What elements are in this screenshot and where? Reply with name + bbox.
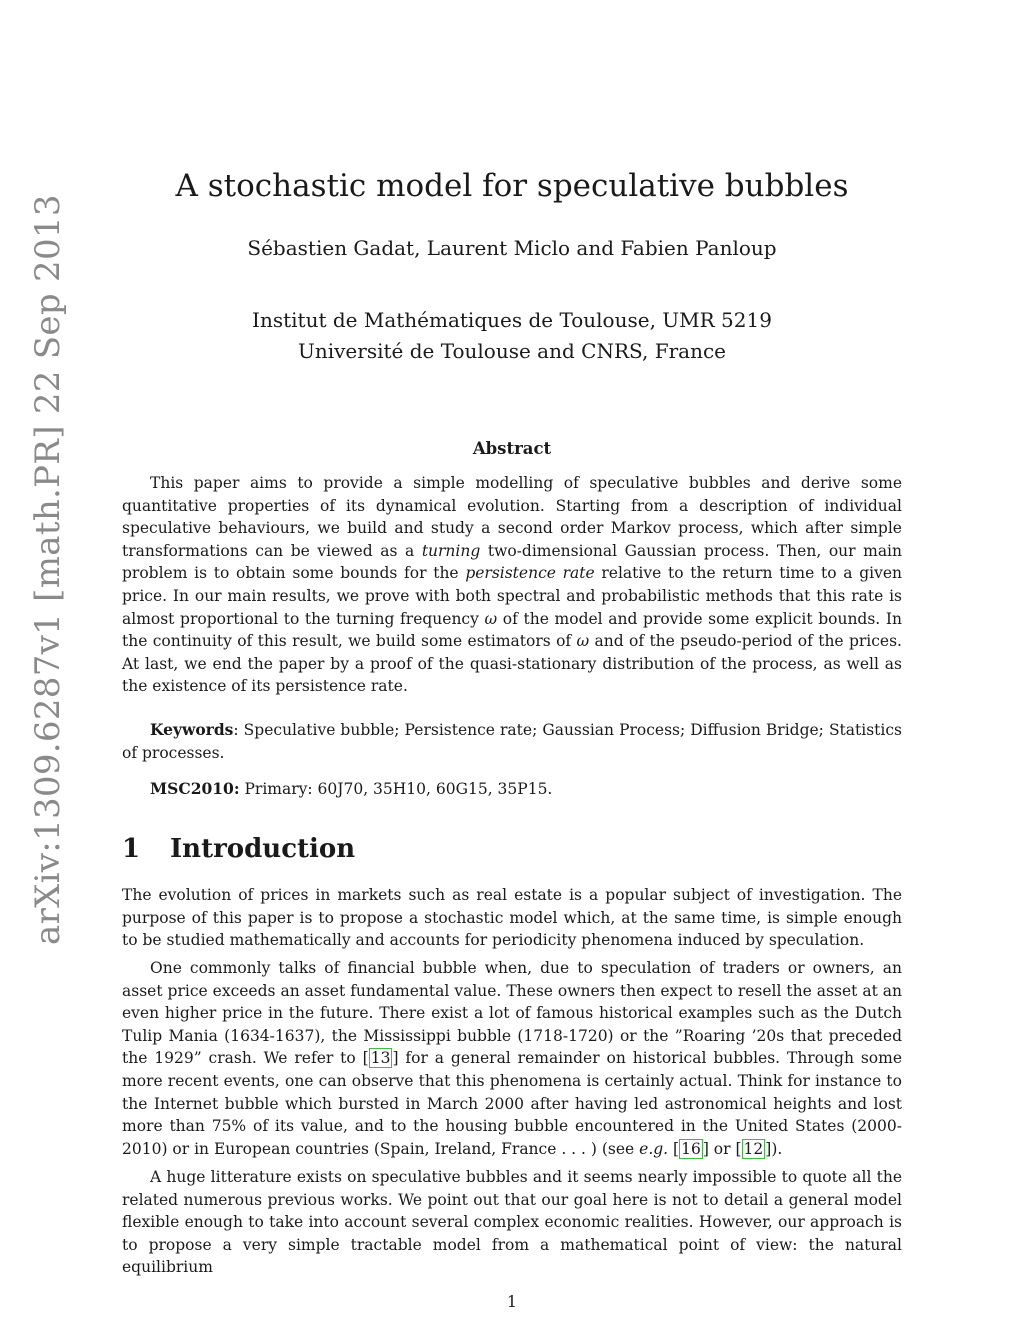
affiliation [0, 305, 1024, 367]
msc-label: MSC2010: [150, 779, 240, 798]
keywords-label: Keywords [150, 720, 234, 739]
emphasis-persistence-rate: persistence rate [465, 564, 595, 583]
intro-paragraph-3: A huge litterature exists on speculative bubbles and it seems nearly impossible to quote all the related numerous previous works. We point out that our goal here is not to detail a general model flexible enough to take into account several complex economic realities. However, our approach is to propose a very simple tractable model from a mathematical point of view: the natural equilibrium [122, 1168, 902, 1277]
citation-link-16[interactable]: 16 [681, 1139, 701, 1158]
msc-text: Primary: 60J70, 35H10, 60G15, 35P15. [239, 780, 553, 798]
author-list: Sébastien Gadat, Laurent Miclo and Fabien Panloup [247, 236, 777, 260]
page-number: 1 [506, 1292, 518, 1311]
keywords-text: : Speculative bubble; Persistence rate; Gaussian Process; Diffusion Bridge; Statistics of processes. [122, 721, 902, 762]
omega-symbol: ω [576, 632, 590, 651]
affiliation-line-1: Institut de Mathématiques de Toulouse, UMR 5219 [252, 308, 772, 332]
citation-link-13[interactable]: 13 [370, 1049, 391, 1068]
section-heading-introduction [122, 834, 355, 864]
affiliation-line-2: Université de Toulouse and CNRS, France [297, 339, 726, 363]
intro-paragraph-1: The evolution of prices in markets such as real estate is a popular subject of investigation. The purpose of this paper is to propose a stochastic model which, at the same time, is simple enough to be studied mathematically and accounts for periodicity phenomena induced by speculation. [122, 886, 902, 950]
citation-link-12[interactable]: 12 [743, 1139, 764, 1158]
abstract-text: This paper aims to provide a simple modelling of speculative bubbles and derive some quantitative properties of its dynamical evolution. Starting from a description of individual speculative behaviours, we build and study a second order Markov process, which after simple transformations can be viewed as a turning two-dimensional Gaussian process. Then, our main problem is to obtain some bounds for the persistence rate relative to the return time to a given price. In our main results, we prove with both spectral and probabilistic methods that this rate is almost proportional to the turning frequency ω of the model and provide some explicit bounds. In the continuity of this result, we build some estimators of ω and of the pseudo-period of the prices. At last, we end the paper by a proof of the quasi-stationary distribution of the process, as well as the existence of its persistence rate. [122, 474, 903, 696]
keywords [122, 719, 902, 764]
msc-classification [122, 778, 902, 801]
abstract-heading: Abstract [472, 439, 552, 458]
intro-paragraph-2: One commonly talks of financial bubble when, due to speculation of traders or owners, an asset price exceeds an asset fundamental value. These owners then expect to resell the asset at an even higher price in the future. There exist a lot of famous historical examples such as the Dutch Tulip Mania (1634-1637), the Mississippi bubble (1718-1720) or the ”Roaring ’20s that preceded the 1929” crash. We refer to [ 13 ] for a general remainder on historical bubbles. Through some more recent events, one can observe that this phenomena is certainly actual. Think for instance to the Internet bubble which bursted in March 2000 after having led astronomical heights and lost more than 75% of its value, and to the housing bubble encountered in the United States (2000-2010) or in European countries (Spain, Ireland, France . . . ) (see e.g. [ 16 ] or [ 12 ]). [122, 959, 902, 1158]
section-number: 1 [122, 834, 141, 864]
paper-title: A stochastic model for speculative bubbles [175, 168, 849, 204]
emphasis-eg: e.g. [639, 1139, 669, 1158]
emphasis-turning: turning [421, 541, 481, 560]
arxiv-identifier: arXiv:1309.6287v1 [math.PR] 22 Sep 2013 [28, 194, 68, 945]
section-title: Introduction [170, 834, 356, 864]
omega-symbol: ω [484, 609, 498, 628]
